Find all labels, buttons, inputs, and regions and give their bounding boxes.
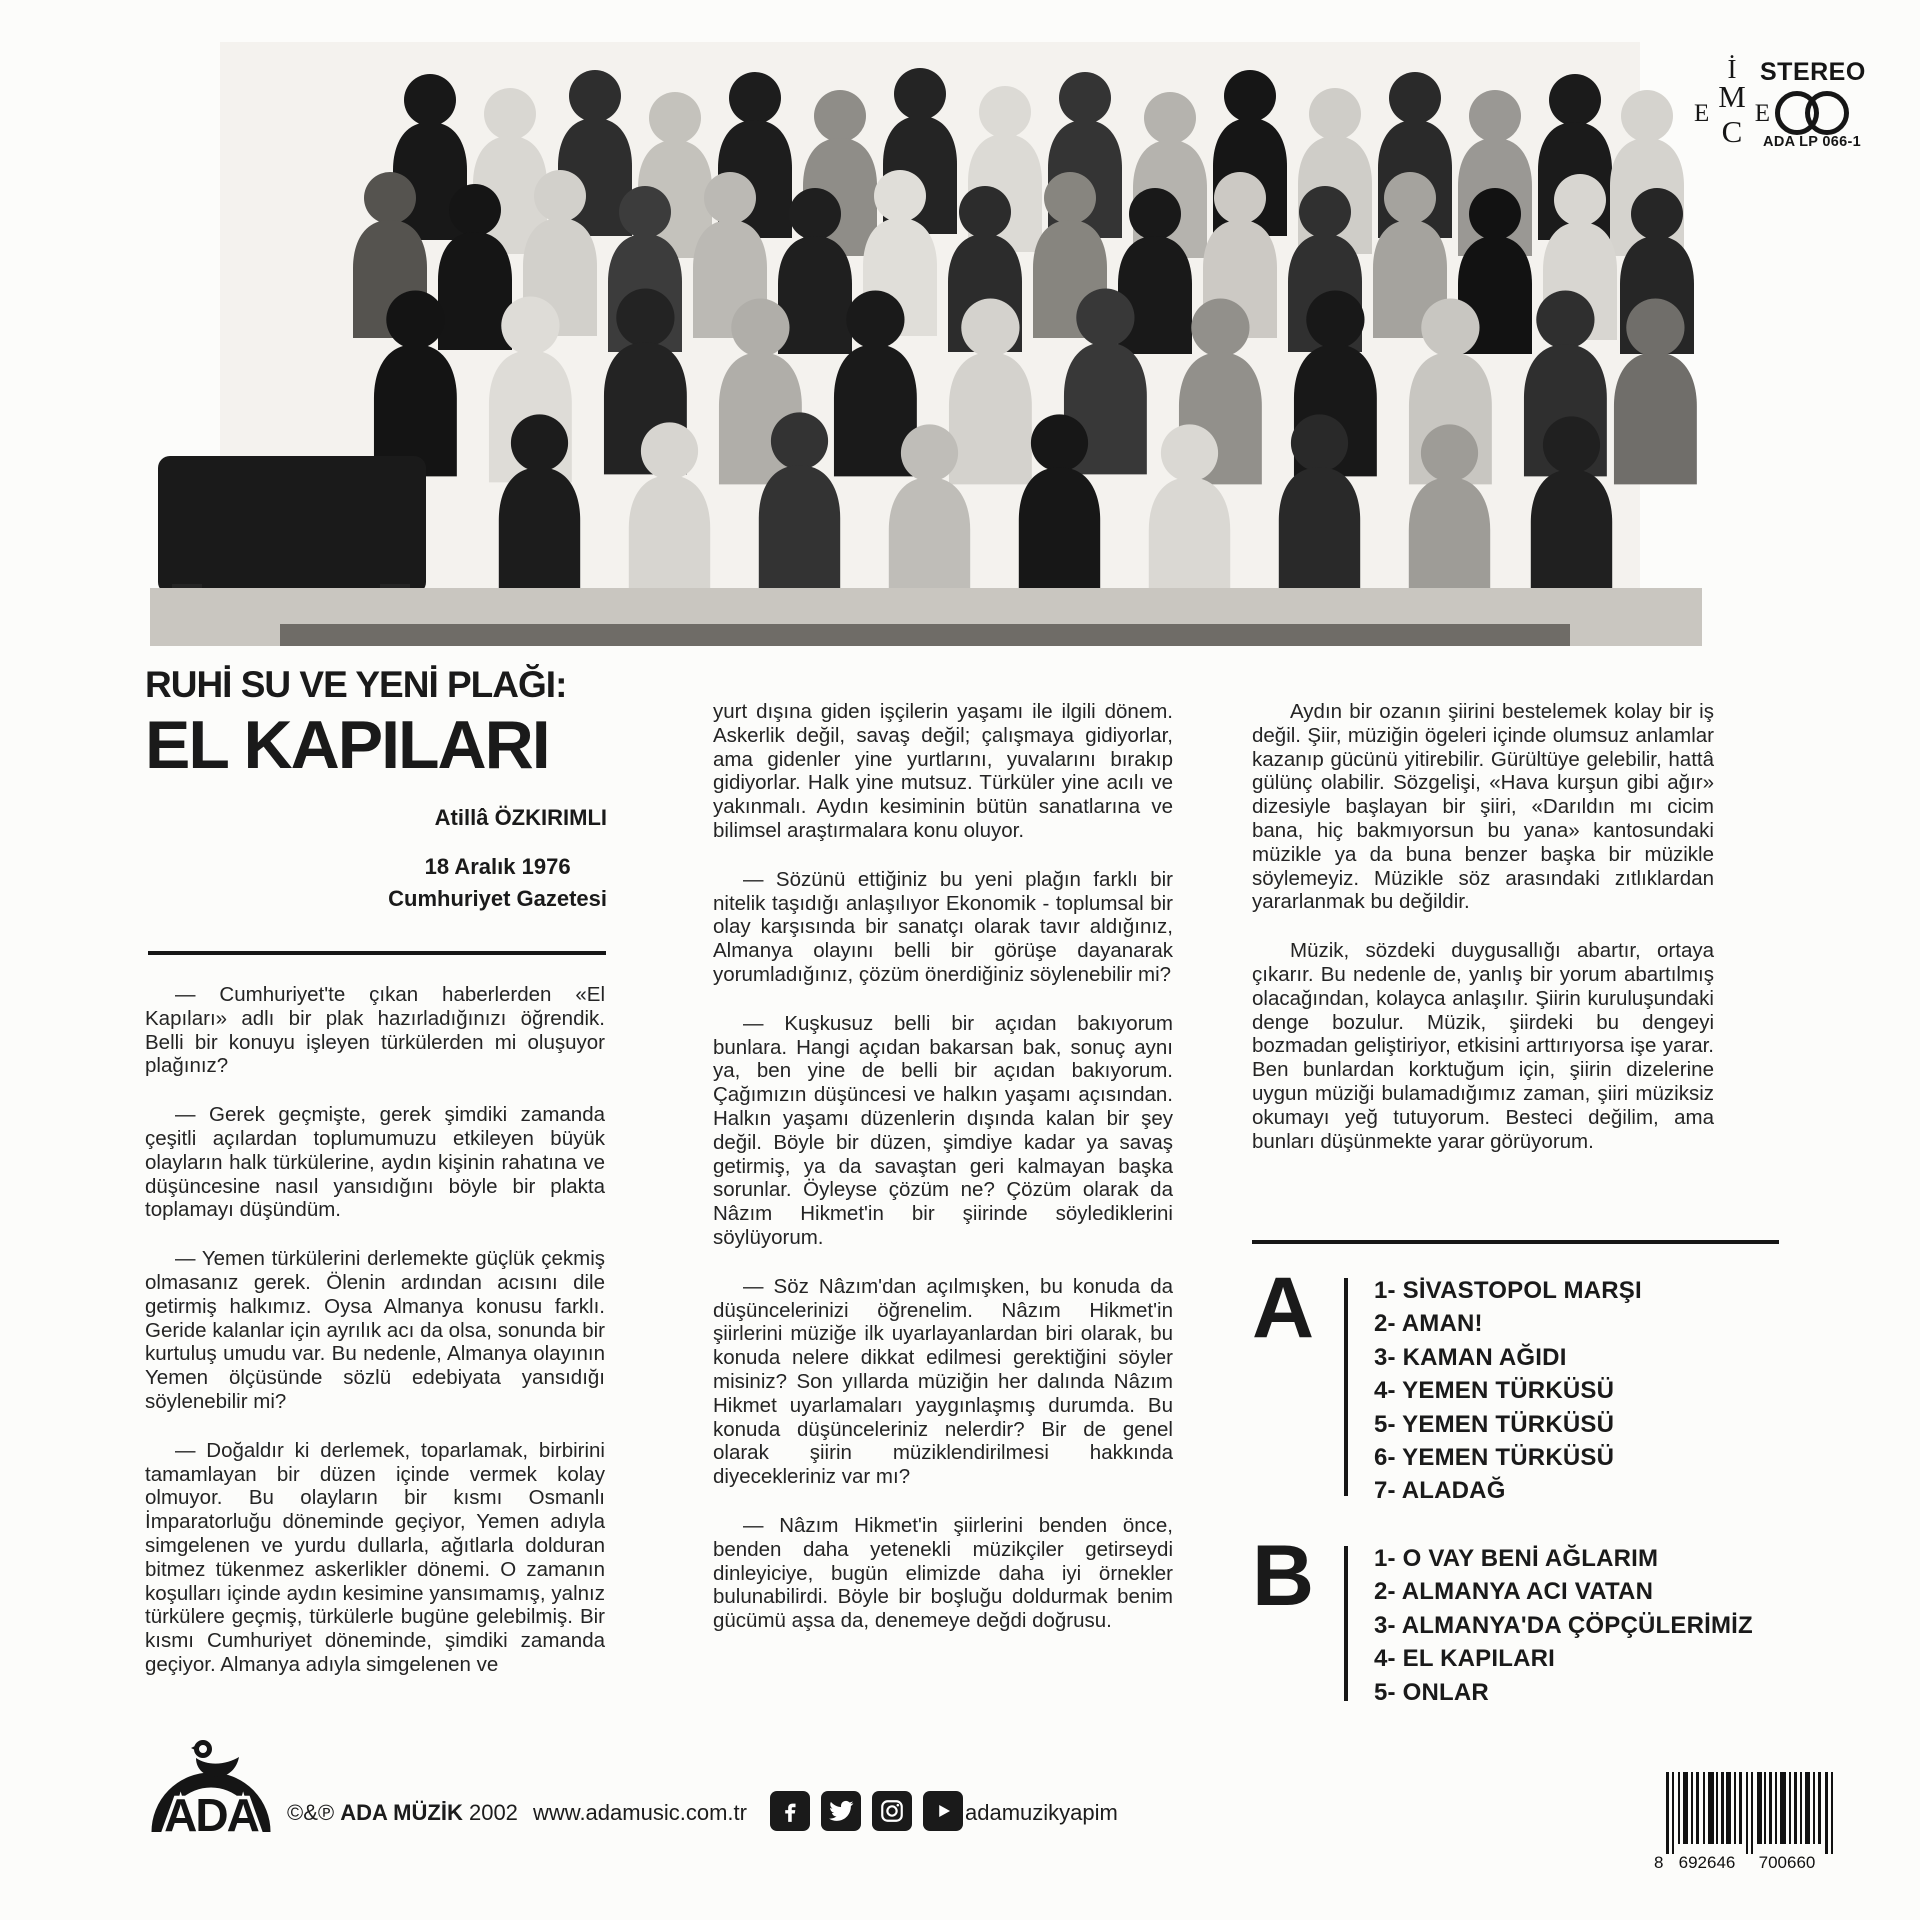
barcode-digits-group1: 692646 (1678, 1853, 1736, 1872)
side-b-label: B (1252, 1528, 1313, 1624)
paragraph: — Nâzım Hikmet'in şiirlerini benden önce, benden daha yetenekli müzikçiler getirseydi dinleyiciye, bugün elimizde daha iyi örnekler bulunabilirdi. Böyle bir boşluğu doldurmak benim gücümü aşsa da, denemeye değdi doğrusu. (713, 1513, 1173, 1633)
side-b-tracklist (1252, 1528, 1753, 1709)
social-icons-row (770, 1791, 963, 1831)
paragraph: — Yemen türkülerini derlemekte güçlük çekmiş olmasanız gerek. Ölenin ardından acısını dile getirmiş halkımız. Oysa Almanya konusu farklı. Geride kalanlar için ayrılık acı da olsa, sonunda bir kurtuluş umudu var. Bu nedenle, Almanya olayının Yemen ölçüsünde sözlü edebiyata yansıdığı söylenebilir mi? (145, 1247, 605, 1413)
youtube-icon (923, 1791, 963, 1831)
publisher-name: ADA MÜZİK (340, 1800, 463, 1825)
imece-letter: E (1754, 100, 1770, 127)
press-date: 18 Aralık 1976 (424, 853, 571, 879)
paragraph: — Sözünü ettiğiniz bu yeni plağın farklı bir nitelik taşıdığı anlaşılıyor Ekonomik - toplumsal bir olay karşısında bir sanatçı olarak tavır aldığınız, Almanya olayını belli bir görüşe dayanarak yorumladığınız, çözüm önerdiğiniz söylenebilir mi? (713, 867, 1173, 986)
imece-letter: M (1718, 79, 1746, 114)
track-item: 3- ALMANYA'DA ÇÖPÇÜLERİMİZ (1374, 1611, 1753, 1639)
imece-letter: E (1694, 100, 1710, 127)
ada-bird-icon (150, 1738, 272, 1838)
stereo-label: STEREO (1760, 58, 1866, 86)
article-kicker: RUHİ SU VE YENİ PLAĞI: (145, 664, 567, 705)
title-divider-rule (148, 951, 606, 955)
stereo-block (1760, 58, 1864, 150)
barcode-icon (1652, 1770, 1848, 1874)
copyright-symbols: ©&℗ (287, 1800, 335, 1825)
tracklist-divider-rule (1252, 1240, 1779, 1244)
ada-label-logo (150, 1738, 272, 1838)
imece-letter: C (1721, 114, 1743, 149)
paragraph: — Kuşkusuz belli bir açıdan bakıyorum bunlara. Hangi açıdan bakarsan bak, sonuç aynı ya, ben yine de belli bir açıdan bakıyorum. Çağımızın düşüncesi ve halkın yaşamı açısından. Halkın yaşamı düzenlerin dışında kalan bir şey değil. Böyle bir düzen, şimdiye kadar ya savaş getirmiş, ya da savaştan geri kalmayan başka sorunlar. Öyleyse çözüm ne? Çözüm olarak da Nâzım Hikmet'in bir şiirinde söylediklerini söylüyorum. (713, 1011, 1173, 1249)
paragraph: Aydın bir ozanın şiirini bestelemek kolay bir iş değil. Şiir, müziğin ögeleri içinde olumsuz anlamlar kazanıp gücünü yitirebilir. Gürültüye gelebilir, hattâ gülünç olabilir. Sözgelişi, «Hava kurşun gibi ağır» dizesiyle başlayan bir şiiri, «Darıldın mı cicim bana, hiç bakmıyorsun bu yana» kantosundaki müzikle ya da buna benzer başka bir müzikle söylemeyiz. Müzikle söz arasındaki zıtlıklardan yararlanmak bu değildir. (1252, 700, 1714, 914)
stereo-circles-icon (1760, 91, 1864, 129)
paragraph: — Gerek geçmişte, gerek şimdiki zamanda çeşitli açılardan toplumumuzu etkileyen büyük olayların halk türkülerine, aydın kişinin rahatına ve düşüncesine nasıl yansıdığını böyle bir plakta toplamayı düşündüm. (145, 1103, 605, 1222)
website-url: www.adamusic.com.tr (533, 1800, 747, 1825)
track-item: 4- YEMEN TÜRKÜSÜ (1374, 1377, 1615, 1405)
copyright-line (287, 1800, 518, 1826)
side-b-tracks (1348, 1542, 1753, 1709)
paragraph: Müzik, sözdeki duygusallığı abartır, ortaya çıkarır. Bu nedenle de, yanlış bir yorum abartılmış olacağından, kolayca anlaşılır. Şiirin kuruluşundaki denge bozulur. Müzik, şiirdeki bu dengeyi bozmadan geliştiriyor, etkisini arttırıyorsa işe yarar. Ben bunlardan korktuğum için, şiirin dizelerine uygun müziği bulamadığımız zaman, şiiri müziksiz okumayı yeğ tutuyorum. Besteci değilim, ama bunları düşünmekte yarar görüyorum. (1252, 939, 1714, 1153)
paragraph: yurt dışına giden işçilerin yaşamı ile ilgili dönem. Askerlik değil, savaş değil; çalışmaya gidiyorlar, ama gidenler yine yurtlarını, yuvalarını bırakıp gidiyorlar. Halk yine mutsuz. Türküler yine acılı ve yakınmalı. Aydın kesiminin bütün sanatlarına ve bilimsel araştırmalara konu oluyor. (713, 700, 1173, 842)
barcode (1652, 1770, 1848, 1874)
byline: Atillâ ÖZKIRIMLI (434, 804, 607, 830)
side-a-tracklist (1252, 1260, 1642, 1508)
track-item: 2- ALMANYA ACI VATAN (1374, 1578, 1654, 1606)
side-a-label: A (1252, 1260, 1313, 1356)
social-handle: adamuzikyapim (965, 1800, 1118, 1825)
press-source: Cumhuriyet Gazetesi (388, 885, 607, 911)
article-column-1 (145, 983, 605, 1702)
side-a-tracks (1348, 1274, 1642, 1508)
facebook-icon (770, 1791, 810, 1831)
track-item: 3- KAMAN AĞIDI (1374, 1343, 1567, 1371)
catalog-number: ADA LP 066-1 (1763, 134, 1861, 150)
group-photo (150, 28, 1702, 646)
barcode-digit-left: 8 (1654, 1853, 1664, 1872)
track-item: 4- EL KAPILARI (1374, 1645, 1556, 1673)
press-date-block (145, 851, 607, 915)
article-column-3 (1252, 700, 1714, 1178)
track-item: 5- YEMEN TÜRKÜSÜ (1374, 1410, 1615, 1438)
imece-letter: İ (1727, 54, 1737, 84)
article-column-2 (713, 700, 1173, 1658)
group-photo-illustration (150, 28, 1702, 646)
track-item: 2- AMAN! (1374, 1310, 1483, 1338)
track-item: 6- YEMEN TÜRKÜSÜ (1374, 1444, 1615, 1472)
track-item: 5- ONLAR (1374, 1678, 1489, 1706)
paragraph: — Doğaldır ki derlemek, toparlamak, birbirini tamamlayan bir düzen içinde vermek kolay olmuyor. Bu olayların bir kısmı Osmanlı İmparatorluğu döneminde geçiyor, Yemen adıyla simgelenen ve yurdu dullarla, ağıtlarla dolduran bitmez tükenmez askerlikler dönemi. O zamanın koşulları içinde aydın kesimine yansımamış, yalnız türkülere geçmiş, türkülerle bugüne gelebilmiş. Bir kısmı Cumhuriyet döneminde, şimdiki zamanda geçiyor. Almanya adıyla simgelenen ve (145, 1438, 605, 1676)
ada-logo-text: ADA (164, 1789, 258, 1838)
track-item: 1- O VAY BENİ AĞLARIM (1374, 1545, 1659, 1572)
barcode-digits-group2: 700660 (1758, 1853, 1816, 1872)
title-block (145, 666, 607, 915)
instagram-icon (872, 1791, 912, 1831)
track-item: 1- SİVASTOPOL MARŞI (1374, 1277, 1642, 1304)
album-title: EL KAPILARI (145, 706, 549, 783)
paragraph: — Cumhuriyet'te çıkan haberlerden «El Kapıları» adlı bir plak hazırladığınızı öğrendik. Belli bir konuyu işleyen türkülerden mi oluşuyor plağınız? (145, 983, 605, 1078)
twitter-icon (821, 1791, 861, 1831)
copyright-year: 2002 (468, 1800, 518, 1825)
track-item: 7- ALADAĞ (1374, 1477, 1506, 1505)
paragraph: — Söz Nâzım'dan açılmışken, bu konuda da düşüncelerinizi öğrenelim. Nâzım Hikmet'in şiirlerini müziğe ilk uyarlayanlardan biri olarak, bu konuda nelere dikkat edilmesi gerektiğini söyler misiniz? Son yıllarda müziğin her dalında Nâzım Hikmet uyarlamaları yaygınlaşmış durumda. Bu konuda düşünceleriniz nelerdir? Bir de genel olarak şiirin müziklendirilmesi hakkında diyecekleriniz var mı? (713, 1274, 1173, 1489)
imece-logo (1694, 56, 1770, 164)
